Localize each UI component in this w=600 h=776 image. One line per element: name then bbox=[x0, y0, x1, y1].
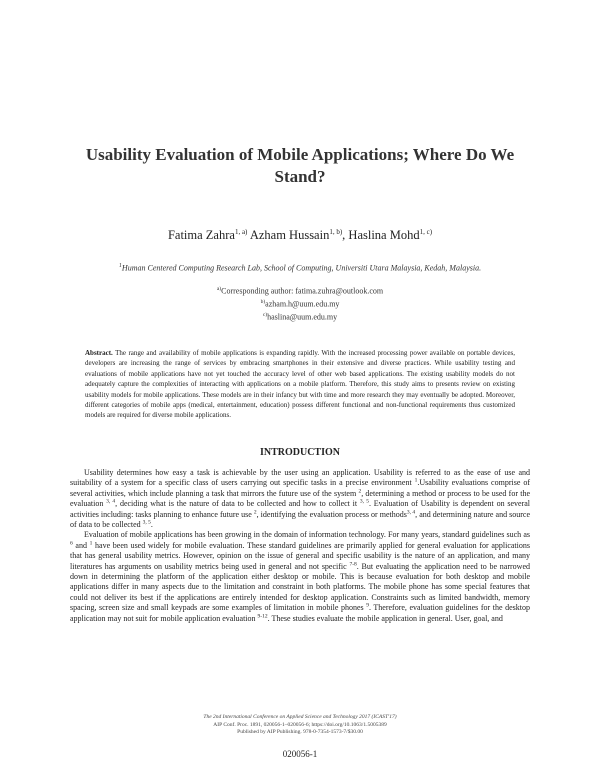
contact-line bbox=[150, 284, 450, 297]
text-run: . Evaluation of Usability is dependent on several activities including: tasks planning to enhance future use bbox=[70, 499, 531, 519]
citation-ref: 6 bbox=[70, 540, 73, 547]
contact-text: Corresponding author: fatima.zuhra@outlook.com bbox=[221, 286, 384, 296]
contact-text: haslina@uum.edu.my bbox=[267, 312, 338, 322]
text-run: .Usability evaluations comprise of several activities, which include planning a task that mirrors the future use of the system bbox=[70, 478, 530, 498]
citation-ref: 7-8 bbox=[349, 561, 357, 567]
text-run: . bbox=[150, 520, 153, 530]
page-number: 020056-1 bbox=[282, 749, 318, 759]
paragraph bbox=[70, 468, 530, 530]
paper-title: Usability Evaluation of Mobile Applications; Where Do We Stand? bbox=[85, 145, 515, 186]
body-text bbox=[70, 468, 530, 624]
affiliation-mark: 1 bbox=[118, 263, 122, 269]
affiliation bbox=[40, 263, 560, 273]
citation-ref: 3, 5 bbox=[142, 519, 151, 526]
citation-ref: 3, 4 bbox=[406, 508, 416, 515]
author-affiliation-mark: 1, c) bbox=[419, 228, 433, 236]
citation-ref: 3, 4 bbox=[106, 498, 116, 505]
section-heading: INTRODUCTION bbox=[259, 447, 340, 458]
author-affiliation-mark: 1, a) bbox=[234, 228, 248, 236]
contact-text: azham.h@uum.edu.my bbox=[265, 299, 340, 309]
citation-ref: 2 bbox=[253, 508, 257, 515]
footer-publisher: Published by AIP Publishing. 978-0-7354-1573-7/$30.00 bbox=[237, 729, 363, 735]
text-run: Usability determines how easy a task is achievable by the user using an application. Usability is referred to as the ease of use and suitability of a system for a specific class of users carrying out specific tasks in a precise environment bbox=[70, 468, 530, 488]
citation-ref: 2 bbox=[358, 488, 362, 495]
text-run: . Therefore, evaluation guidelines for the desktop application may not suit for mobile application evaluation bbox=[70, 603, 531, 623]
text-run: , determining a method or process to be used for the evaluation bbox=[70, 488, 530, 509]
contact-list bbox=[150, 284, 450, 323]
author-name: Azham Hussain bbox=[249, 228, 330, 243]
contact-mark: b) bbox=[260, 299, 266, 306]
text-run: , deciding what is the nature of data to be collected and how to collect it bbox=[115, 499, 360, 509]
page-footer bbox=[100, 714, 500, 737]
contact-mark: a) bbox=[216, 286, 222, 292]
citation-ref: 1 bbox=[89, 540, 93, 547]
abstract-label: Abstract. bbox=[85, 349, 113, 357]
contact-line bbox=[150, 310, 450, 323]
abstract bbox=[85, 348, 515, 421]
text-run: have been used widely for mobile evaluation. These standard guidelines are primarily applied for general evaluation for applications that has general usability metrics. However, opinion on the issue of general and specific usability is the nature of an application, and many literatures has arguments on usability metrics being used in general and not specific bbox=[70, 540, 530, 571]
author-name: Fatima Zahra bbox=[167, 228, 235, 243]
citation-ref: 1 bbox=[414, 477, 418, 484]
text-run: , and determining nature and source of data to be collected bbox=[70, 509, 531, 530]
author-list bbox=[0, 228, 600, 243]
author-affiliation-mark: 1, b) bbox=[329, 228, 343, 236]
footer-conference: The 2nd International Conference on Applied Science and Technology 2017 (ICAST'17) bbox=[203, 714, 397, 720]
footer-proceedings: AIP Conf. Proc. 1891, 020056-1–020056-6; https://doi.org/10.1063/1.5005389 bbox=[213, 721, 387, 728]
text-run: . But evaluating the application need to be narrowed down in determining the platform of the application either desktop or mobile. This is because evaluation for both desktop and mobile applications differ in many aspects due to the limitation and constraint in both platforms. The mobile phone has some special features that could not deliver its best if the applications are entirely intended for desktop application. Constraints such as limited bandwidth, memory spacing, screen size and small keypads are some examples of limitation in mobile phones bbox=[70, 561, 530, 613]
text-run: . These studies evaluate the mobile application in general. User, goal, and bbox=[267, 613, 503, 623]
contact-line bbox=[150, 297, 450, 310]
citation-ref: 9-12 bbox=[257, 613, 268, 620]
author-name: Haslina Mohd bbox=[348, 228, 420, 243]
text-run: Evaluation of mobile applications has been growing in the domain of information technology. For many years, standard guidelines such as bbox=[84, 530, 530, 540]
text-run: and bbox=[72, 540, 90, 550]
abstract-text: The range and availability of mobile applications is expanding rapidly. With the increased processing power available on portable devices, developers are increasing the range of services by embracing smartphones in their extensive and diverse practices. While usability testing and evaluations of mobile applications have not yet touched the accuracy level of other web based applications. The existing usability models do not adequately capture the complexities of interacting with applications on a mobile platform. Therefore, this study aims to presents review on existing usability models for mobile applications. These models are in their infancy but with time and more research they may eventually be adopted. Moreover, different categories of mobile apps (medical, entertainment, education) possess different functional and non-functional requirements thus customized models are required for diverse mobile applications. bbox=[85, 349, 515, 420]
citation-ref: 3, 5 bbox=[359, 498, 369, 505]
text-run: , identifying the evaluation process or methods bbox=[256, 509, 407, 519]
contact-mark: c) bbox=[262, 312, 268, 319]
author-separator: , bbox=[342, 228, 349, 243]
affiliation-text: Human Centered Computing Research Lab, School of Computing, Universiti Utara Malaysia, Kedah, Malaysia. bbox=[121, 263, 482, 273]
citation-ref: 9 bbox=[366, 602, 369, 609]
paragraph bbox=[70, 530, 530, 624]
